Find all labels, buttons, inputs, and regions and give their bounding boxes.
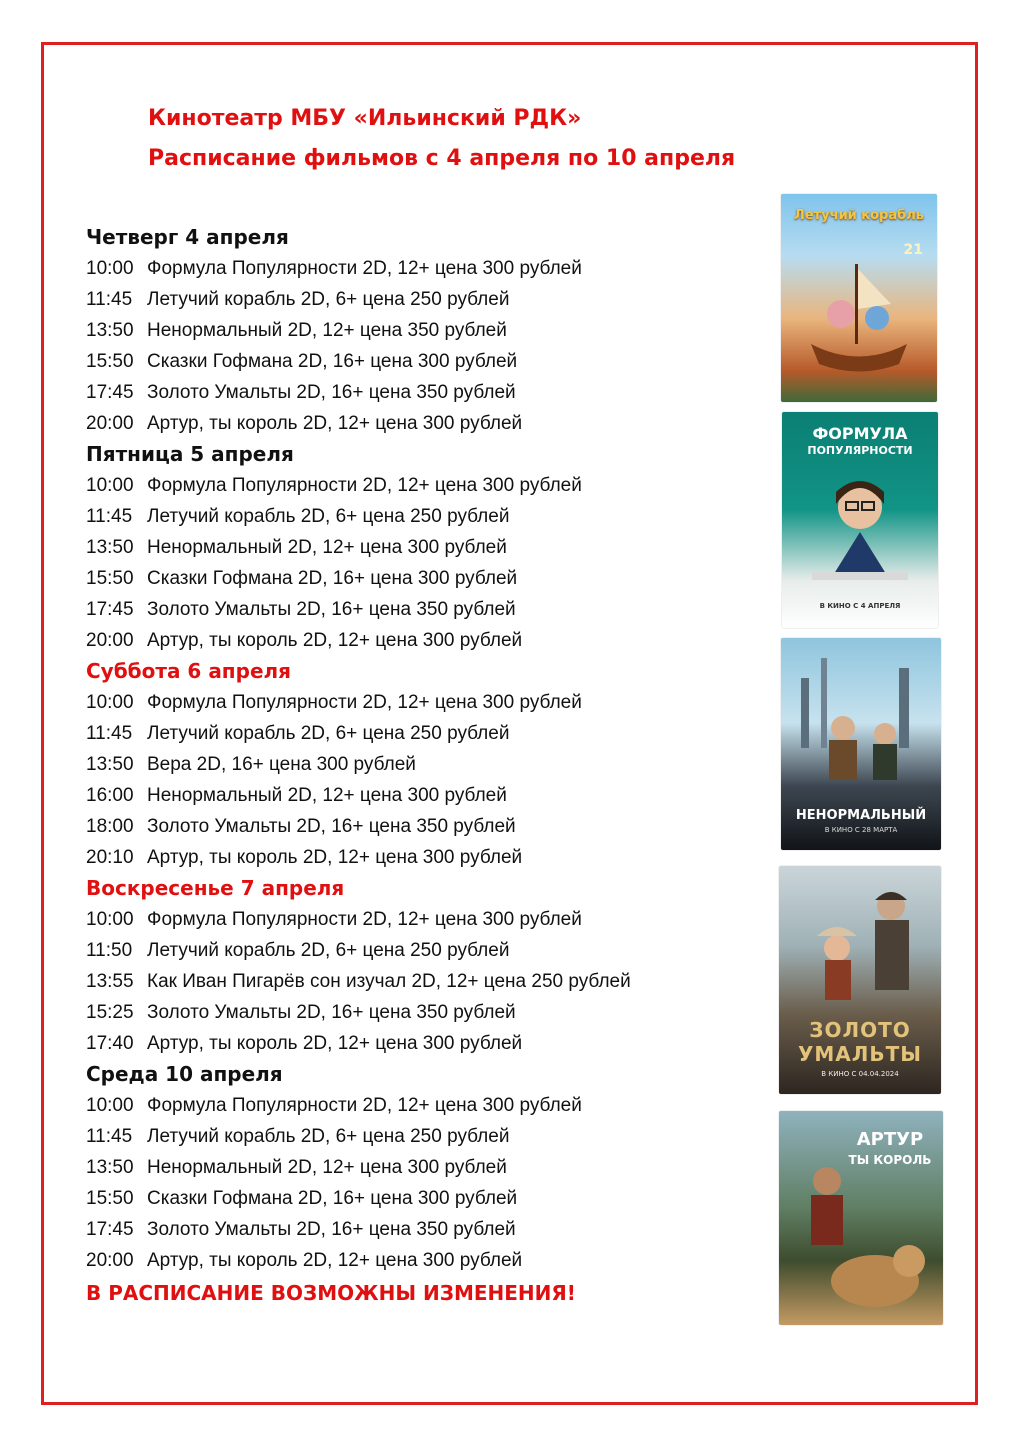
showtime-time: 15:50 — [86, 568, 134, 589]
showtime-time: 11:45 — [86, 506, 133, 527]
showtime-movie: Артур, ты король 2D, 12+ цена 300 рублей — [147, 1033, 523, 1054]
showtime-row — [86, 1090, 766, 1121]
showtime-row — [86, 1121, 766, 1152]
showtime-time: 17:45 — [86, 382, 134, 403]
showtime-time: 13:55 — [86, 971, 134, 992]
showtime-row — [86, 253, 766, 284]
poster-release: В КИНО С 4 АПРЕЛЯ — [819, 602, 901, 610]
showtime-movie: Сказки Гофмана 2D, 16+ цена 300 рублей — [147, 351, 518, 372]
showtime-movie: Ненормальный 2D, 12+ цена 350 рублей — [147, 320, 507, 341]
showtime-time: 20:00 — [86, 413, 134, 434]
showtime-movie: Формула Популярности 2D, 12+ цена 300 рублей — [147, 258, 582, 279]
cinema-title: Кинотеатр МБУ «Ильинский РДК» — [148, 106, 582, 131]
showtime-movie: Ненормальный 2D, 12+ цена 300 рублей — [147, 1157, 507, 1178]
poster-title: ЗОЛОТО — [809, 1018, 911, 1042]
poster-gold-umalty — [779, 866, 941, 1094]
showtime-row — [86, 532, 766, 563]
poster-subtitle: УМАЛЬТЫ — [797, 1042, 923, 1066]
poster-subtitle: ПОПУЛЯРНОСТИ — [807, 444, 913, 457]
showtime-time: 18:00 — [86, 816, 134, 837]
showtime-row — [86, 780, 766, 811]
showtime-time: 15:50 — [86, 351, 134, 372]
showtime-movie: Летучий корабль 2D, 6+ цена 250 рублей — [147, 1126, 510, 1147]
showtime-movie: Золото Умальты 2D, 16+ цена 350 рублей — [147, 1002, 516, 1023]
showtime-row — [86, 749, 766, 780]
showtime-movie: Сказки Гофмана 2D, 16+ цена 300 рублей — [147, 1188, 518, 1209]
showtime-time: 10:00 — [86, 475, 134, 496]
showtime-movie: Ненормальный 2D, 12+ цена 300 рублей — [147, 785, 507, 806]
showtime-row — [86, 1245, 766, 1276]
showtime-time: 17:45 — [86, 599, 134, 620]
showtime-row — [86, 935, 766, 966]
showtime-movie: Артур, ты король 2D, 12+ цена 300 рублей — [147, 630, 523, 651]
day-heading: Воскресенье 7 апреля — [86, 876, 345, 900]
showtime-time: 10:00 — [86, 258, 134, 279]
poster-title: ФОРМУЛА — [812, 424, 908, 443]
schedule-title: Расписание фильмов с 4 апреля по 10 апреля — [148, 146, 736, 171]
showtime-movie: Золото Умальты 2D, 16+ цена 350 рублей — [147, 382, 516, 403]
showtime-movie: Летучий корабль 2D, 6+ цена 250 рублей — [147, 723, 510, 744]
poster-art — [781, 194, 937, 402]
showtime-row — [86, 377, 766, 408]
showtime-movie: Формула Популярности 2D, 12+ цена 300 рублей — [147, 909, 582, 930]
showtime-time: 20:00 — [86, 630, 134, 651]
showtime-movie: Сказки Гофмана 2D, 16+ цена 300 рублей — [147, 568, 518, 589]
showtime-time: 20:00 — [86, 1250, 134, 1271]
showtime-row — [86, 501, 766, 532]
showtime-row — [86, 811, 766, 842]
day-heading: Суббота 6 апреля — [86, 659, 291, 683]
showtime-row — [86, 625, 766, 656]
showtime-movie: Формула Популярности 2D, 12+ цена 300 рублей — [147, 692, 582, 713]
poster-release: В КИНО С 04.04.2024 — [821, 1070, 899, 1078]
showtime-row — [86, 594, 766, 625]
showtime-row — [86, 718, 766, 749]
poster-badge: 21 — [903, 242, 923, 258]
showtime-movie: Формула Популярности 2D, 12+ цена 300 рублей — [147, 1095, 582, 1116]
showtime-movie: Летучий корабль 2D, 6+ цена 250 рублей — [147, 940, 510, 961]
showtime-movie: Артур, ты король 2D, 12+ цена 300 рублей — [147, 1250, 523, 1271]
showtime-time: 15:25 — [86, 1002, 134, 1023]
showtime-time: 13:50 — [86, 1157, 134, 1178]
showtime-time: 10:00 — [86, 1095, 134, 1116]
showtime-movie: Ненормальный 2D, 12+ цена 300 рублей — [147, 537, 507, 558]
showtime-movie: Золото Умальты 2D, 16+ цена 350 рублей — [147, 1219, 516, 1240]
showtime-row — [86, 346, 766, 377]
poster-title: НЕНОРМАЛЬНЫЙ — [795, 808, 927, 823]
showtime-movie: Летучий корабль 2D, 6+ цена 250 рублей — [147, 289, 510, 310]
schedule-notice: В РАСПИСАНИЕ ВОЗМОЖНЫ ИЗМЕНЕНИЯ! — [86, 1281, 576, 1305]
showtime-time: 15:50 — [86, 1188, 134, 1209]
poster-abnormal — [781, 638, 941, 850]
day-heading: Среда 10 апреля — [86, 1062, 283, 1086]
showtime-row — [86, 842, 766, 873]
showtime-time: 20:10 — [86, 847, 134, 868]
showtime-row — [86, 408, 766, 439]
showtime-movie: Летучий корабль 2D, 6+ цена 250 рублей — [147, 506, 510, 527]
poster-release: В КИНО С 28 МАРТА — [824, 826, 898, 834]
showtime-row — [86, 470, 766, 501]
day-heading: Четверг 4 апреля — [86, 225, 289, 249]
poster-title: АРТУР — [856, 1129, 924, 1150]
schedule-list — [86, 222, 766, 1309]
showtime-movie: Золото Умальты 2D, 16+ цена 350 рублей — [147, 816, 516, 837]
poster-formula — [782, 412, 938, 628]
showtime-time: 13:50 — [86, 320, 134, 341]
showtime-row — [86, 1152, 766, 1183]
poster-art — [779, 1111, 943, 1325]
poster-title: Летучий корабль — [794, 208, 924, 223]
showtime-time: 13:50 — [86, 537, 134, 558]
showtime-time: 11:50 — [86, 940, 133, 961]
showtime-row — [86, 563, 766, 594]
showtime-movie: Формула Популярности 2D, 12+ цена 300 рублей — [147, 475, 582, 496]
showtime-movie: Золото Умальты 2D, 16+ цена 350 рублей — [147, 599, 516, 620]
showtime-time: 13:50 — [86, 754, 134, 775]
showtime-time: 10:00 — [86, 909, 134, 930]
showtime-time: 11:45 — [86, 289, 133, 310]
showtime-time: 17:45 — [86, 1219, 134, 1240]
showtime-row — [86, 1214, 766, 1245]
showtime-movie: Вера 2D, 16+ цена 300 рублей — [147, 754, 416, 775]
showtime-row — [86, 284, 766, 315]
showtime-movie: Артур, ты король 2D, 12+ цена 300 рублей — [147, 847, 523, 868]
showtime-row — [86, 1028, 766, 1059]
showtime-movie: Как Иван Пигарёв сон изучал 2D, 12+ цена 250 рублей — [147, 971, 631, 992]
poster-flying-ship — [781, 194, 937, 402]
showtime-row — [86, 997, 766, 1028]
showtime-row — [86, 1183, 766, 1214]
showtime-time: 16:00 — [86, 785, 134, 806]
poster-arthur — [779, 1111, 943, 1325]
day-heading: Пятница 5 апреля — [86, 442, 294, 466]
showtime-row — [86, 904, 766, 935]
showtime-time: 17:40 — [86, 1033, 134, 1054]
showtime-time: 11:45 — [86, 1126, 133, 1147]
showtime-row — [86, 966, 766, 997]
showtime-row — [86, 315, 766, 346]
showtime-time: 10:00 — [86, 692, 134, 713]
poster-art — [782, 412, 938, 628]
poster-subtitle: ТЫ КОРОЛЬ — [848, 1153, 932, 1167]
showtime-movie: Артур, ты король 2D, 12+ цена 300 рублей — [147, 413, 523, 434]
showtime-row — [86, 687, 766, 718]
showtime-time: 11:45 — [86, 723, 133, 744]
